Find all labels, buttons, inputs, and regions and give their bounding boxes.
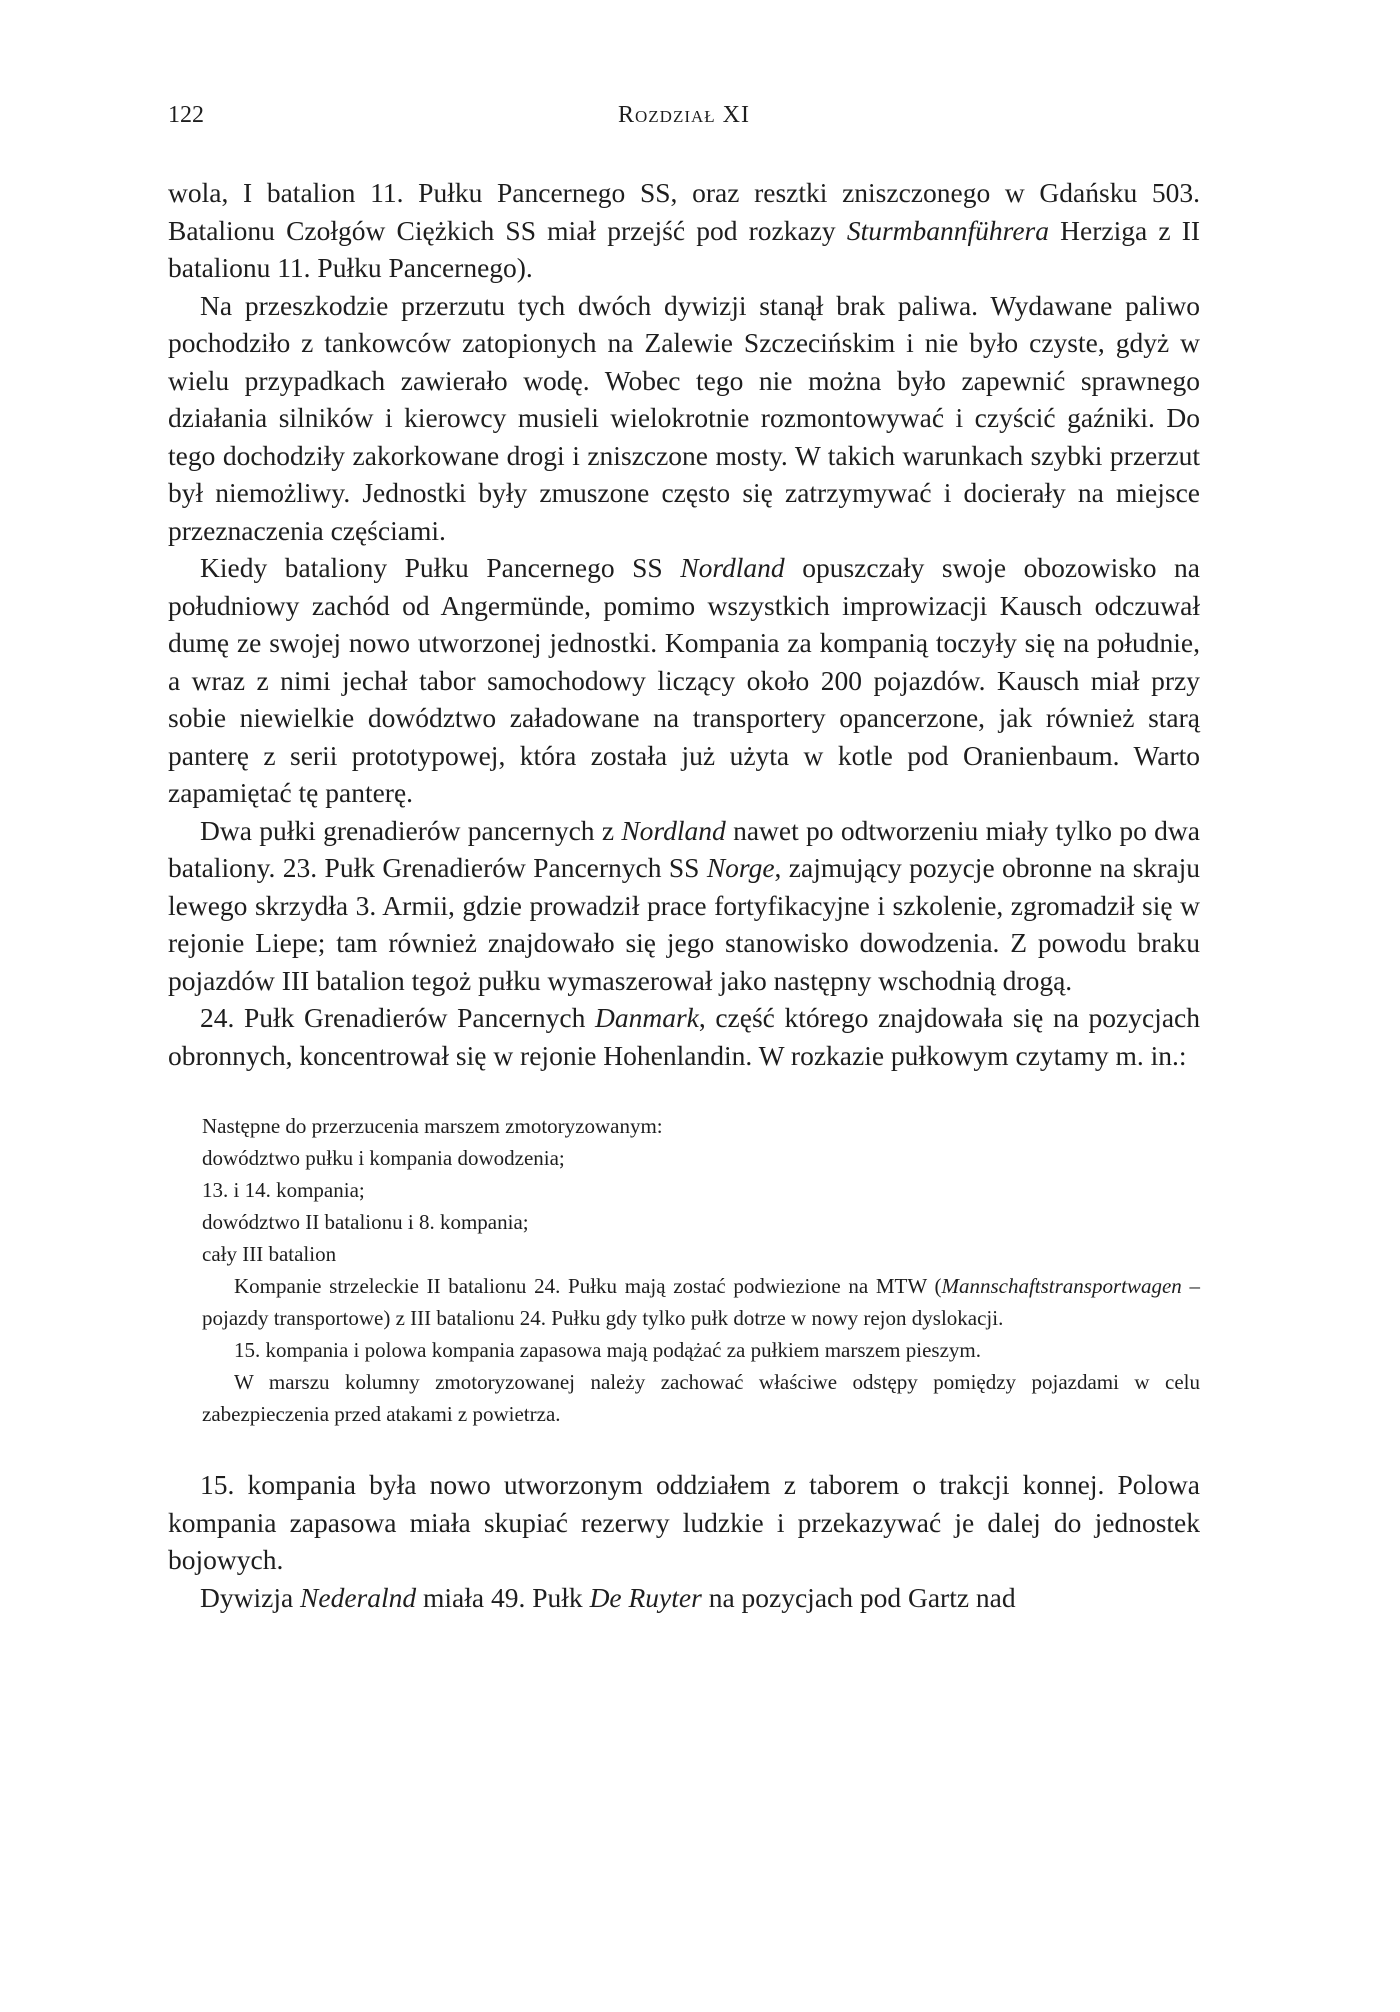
page-number: 122	[168, 102, 204, 128]
paragraph-4: Dwa pułki grenadierów pancernych z Nordland nawet po odtworzeniu miały tylko po dwa bataliony. 23. Pułk Grenadierów Pancernych SS Norge, zajmujący pozycje obronne na skraju lewego skrzydła 3. Armii, gdzie prowadził prace fortyfikacyjne i szkolenie, zgromadził się w rejonie Liepe; tam również znajdowało się jego stanowisko dowodzenia. Z powodu braku pojazdów III batalion tegoż pułku wymaszerował jako następny wschodnią drogą.	[168, 814, 1201, 996]
body-text	[168, 174, 1200, 1616]
quote-line: cały III batalion	[202, 1242, 337, 1266]
quote-line: 13. i 14. kompania;	[202, 1178, 365, 1202]
quote-paragraph: 15. kompania i polowa kompania zapasowa mają podążać za pułkiem marszem pieszym.	[234, 1338, 981, 1362]
paragraph-7: Dywizja Nederalnd miała 49. Pułk De Ruyter na pozycjach pod Gartz nad	[200, 1581, 1016, 1613]
paragraph-3: Kiedy bataliony Pułku Pancernego SS Nordland opuszczały swoje obozowisko na południowy zachód od Angermünde, pomimo wszystkich improwizacji Kausch odczuwał dumę ze swojej nowo utworzonej jednostki. Kompania za kompanią toczyły się na południe, a wraz z nimi jechał tabor samochodowy liczący około 200 pojazdów. Kausch miał przy sobie niewielkie dowództwo załadowane na transportery opancerzone, jak również starą panterę z serii prototypowej, która została już użyta w kotle pod Oranienbaum. Warto zapamiętać tę panterę.	[168, 552, 1201, 808]
paragraph-2: Na przeszkodzie przerzutu tych dwóch dywizji stanął brak paliwa. Wydawane paliwo pochodziło z tankowców zatopionych na Zalewie Szczecińskim i nie było czyste, gdyż w wielu przypadkach zawierało wodę. Wobec tego nie można było zapewnić sprawnego działania silników i kierowcy musieli wielokrotnie rozmontowywać i czyścić gaźniki. Do tego dochodziły zakorkowane drogi i zniszczone mosty. W takich warunkach szybki przerzut był niemożliwy. Jednostki były zmuszone często się zatrzymywać i docierały na miejsce przeznaczenia częściami.	[168, 289, 1200, 546]
quote-paragraph: Kompanie strzeleckie II batalionu 24. Pułku mają zostać podwiezione na MTW (Mannschaftstransportwagen – pojazdy transportowe) z III batalionu 24. Pułku gdy tylko pułk dotrze w nowy rejon dyslokacji.	[202, 1274, 1200, 1330]
paragraph-6: 15. kompania była nowo utworzonym oddziałem z taborem o trakcji konnej. Polowa kompania zapasowa miała skupiać rezerwy ludzkie i przekazywać je dalej do jednostek bojowych.	[168, 1469, 1200, 1575]
quote-line: dowództwo II batalionu i 8. kompania;	[202, 1210, 529, 1234]
running-head	[168, 102, 1200, 138]
block-quote	[202, 1110, 1200, 1430]
quote-line: dowództwo pułku i kompania dowodzenia;	[202, 1146, 565, 1170]
paragraph-5: 24. Pułk Grenadierów Pancernych Danmark, część którego znajdowała się na pozycjach obronnych, koncentrował się w rejonie Hohenlandin. W rozkazie pułkowym czytamy m. in.:	[168, 1002, 1200, 1071]
quote-paragraph: W marszu kolumny zmotoryzowanej należy zachować właściwe odstępy pomiędzy pojazdami w celu zabezpieczenia przed atakami z powietrza.	[202, 1370, 1200, 1426]
chapter-title: Rozdział XI	[618, 102, 750, 128]
paragraph-1: wola, I batalion 11. Pułku Pancernego SS, oraz resztki zniszczonego w Gdańsku 503. Batalionu Czołgów Ciężkich SS miał przejść pod rozkazy Sturmbannführera Herziga z II batalionu 11. Pułku Pancernego).	[168, 177, 1201, 283]
quote-line: Następne do przerzucenia marszem zmotoryzowanym:	[202, 1114, 663, 1138]
